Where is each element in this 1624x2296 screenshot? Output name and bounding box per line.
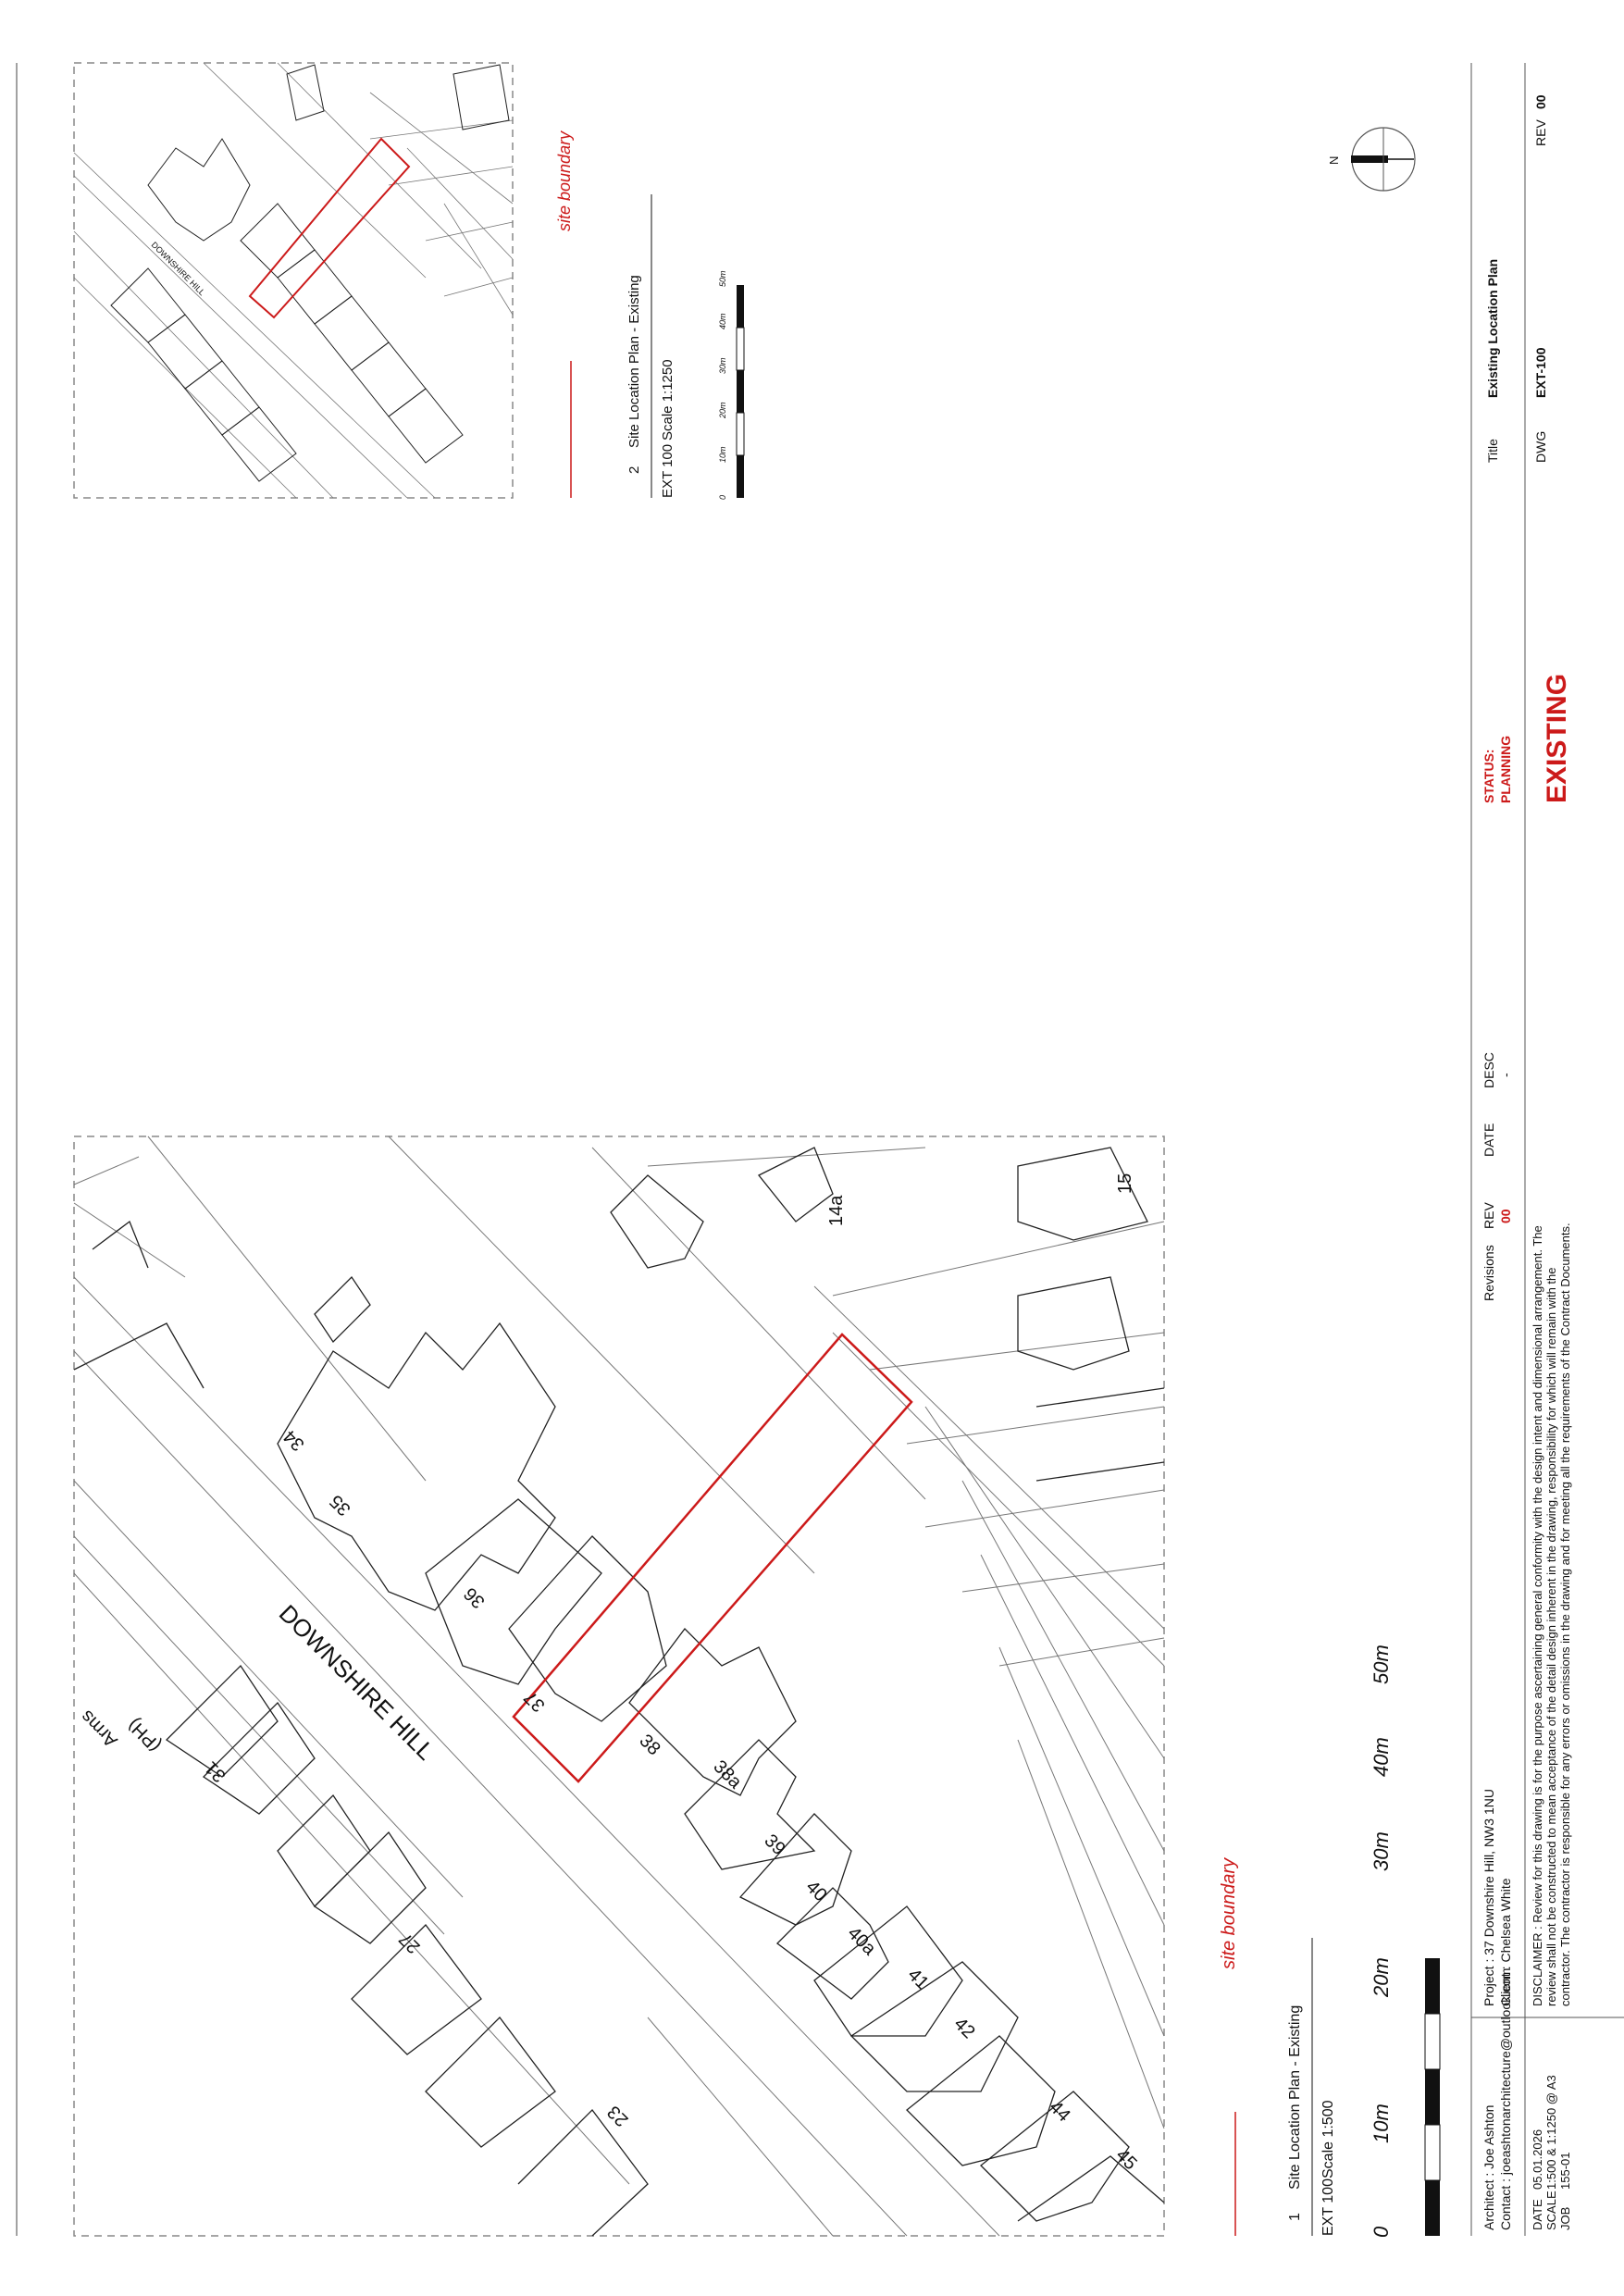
tb-dwg-value: EXT-100: [1533, 347, 1548, 398]
plan1-number: 1: [1287, 2213, 1303, 2221]
tb-job-label: JOB: [1558, 2206, 1572, 2230]
tb-title-value: Existing Location Plan: [1485, 258, 1500, 398]
scale-main-50: 50m: [1370, 1644, 1393, 1684]
tb-disclaimer-1: DISCLAIMER : Review for this drawing is for the purpose ascertaining general conformity with the design intent and dimensional arrangement. The: [1531, 1225, 1544, 2006]
plan2-scale: Scale 1:1250: [660, 359, 676, 441]
scale-inset-10: 10m: [718, 446, 727, 463]
house-36: 36: [460, 1582, 490, 1613]
scale-main-0: 0: [1370, 2226, 1393, 2238]
tb-date-col: DATE: [1481, 1123, 1496, 1157]
scale-main-20: 20m: [1370, 1957, 1393, 1997]
tb-date-label: DATE: [1531, 2199, 1544, 2230]
house-35: 35: [326, 1490, 355, 1520]
scale-inset-40: 40m: [718, 313, 727, 329]
scale-main-30: 30m: [1370, 1831, 1393, 1871]
scale-inset-0: 0: [718, 494, 727, 500]
street-label-main: DOWNSHIRE HILL: [273, 1599, 440, 1766]
plan2-number: 2: [626, 465, 642, 474]
pub-label-ph: (PH): [123, 1714, 166, 1756]
pub-label-arms: Arms: [76, 1706, 122, 1752]
house-27: 27: [395, 1928, 425, 1958]
tb-big-status: EXISTING: [1542, 673, 1572, 803]
tb-contact: Contact : joeashtonarchitecture@outlook.com: [1498, 1967, 1513, 2230]
plan1-title: Site Location Plan - Existing: [1287, 2004, 1303, 2190]
house-34: 34: [279, 1425, 309, 1456]
house-41: 41: [903, 1964, 933, 1994]
tb-desc-col: DESC: [1481, 1052, 1496, 1088]
house-39: 39: [760, 1830, 789, 1860]
scale-main-40: 40m: [1370, 1737, 1393, 1777]
scale-inset-50: 50m: [718, 270, 727, 287]
north-label: N: [1327, 155, 1341, 165]
plan1-ref: EXT 100: [1320, 2178, 1336, 2236]
tb-dwg-label: DWG: [1533, 430, 1548, 463]
tb-architect: Architect : Joe Ashton: [1481, 2104, 1496, 2230]
tb-rev-value: 00: [1498, 1209, 1513, 1223]
house-44: 44: [1045, 2096, 1074, 2127]
legend-label-inset: site boundary: [555, 130, 574, 231]
house-42: 42: [949, 2013, 979, 2043]
tb-disclaimer-2: review shall not be constructed to mean acceptance of the detail design inherent in the drawing, responsibility for which will remain with the: [1544, 1267, 1558, 2006]
tb-date: 05.01.2026: [1531, 2128, 1544, 2190]
plan2-ref: EXT 100: [660, 443, 676, 498]
tb-job: 155-01: [1558, 2152, 1572, 2190]
house-15: 15: [1115, 1173, 1135, 1194]
scale-inset-20: 20m: [718, 402, 727, 418]
house-14a: 14a: [826, 1195, 847, 1226]
scale-main-10: 10m: [1370, 2104, 1393, 2143]
house-37: 37: [520, 1686, 550, 1717]
tb-status-label: STATUS:: [1481, 749, 1496, 803]
tb-project: Project : 37 Downshire Hill, NW3 1NU: [1481, 1789, 1496, 2006]
tb-scale: 1:500 & 1:1250 @ A3: [1544, 2075, 1558, 2190]
tb-desc-value: -: [1498, 1073, 1513, 1077]
tb-revisions-label: Revisions: [1481, 1245, 1496, 1301]
street-label-inset: DOWNSHIRE HILL: [149, 240, 207, 298]
tb-client: Client : Chelsea White: [1498, 1878, 1513, 2006]
legend-label-main: site boundary: [1219, 1857, 1239, 1969]
house-38a: 38a: [709, 1756, 746, 1793]
house-40a: 40a: [843, 1922, 880, 1960]
house-23: 23: [603, 2101, 633, 2131]
tb-rev2-label: REV: [1533, 119, 1548, 146]
house-45: 45: [1111, 2144, 1141, 2175]
tb-status-value: PLANNING: [1498, 735, 1513, 803]
tb-rev-col: REV: [1481, 1202, 1496, 1229]
house-38: 38: [635, 1730, 664, 1760]
house-40: 40: [801, 1876, 831, 1906]
house-31: 31: [201, 1756, 230, 1787]
tb-scale-label: SCALE: [1544, 2191, 1558, 2230]
scale-inset-30: 30m: [718, 357, 727, 374]
tb-title-label: Title: [1485, 439, 1500, 463]
tb-rev2-value: 00: [1533, 94, 1548, 109]
plan1-scale: Scale 1:500: [1320, 2100, 1336, 2178]
plan2-title: Site Location Plan - Existing: [626, 275, 642, 448]
tb-disclaimer-3: contractor. The contractor is responsible for any errors or omissions in the drawing and for meeting all the requirements of the Contract Documents.: [1558, 1222, 1572, 2006]
